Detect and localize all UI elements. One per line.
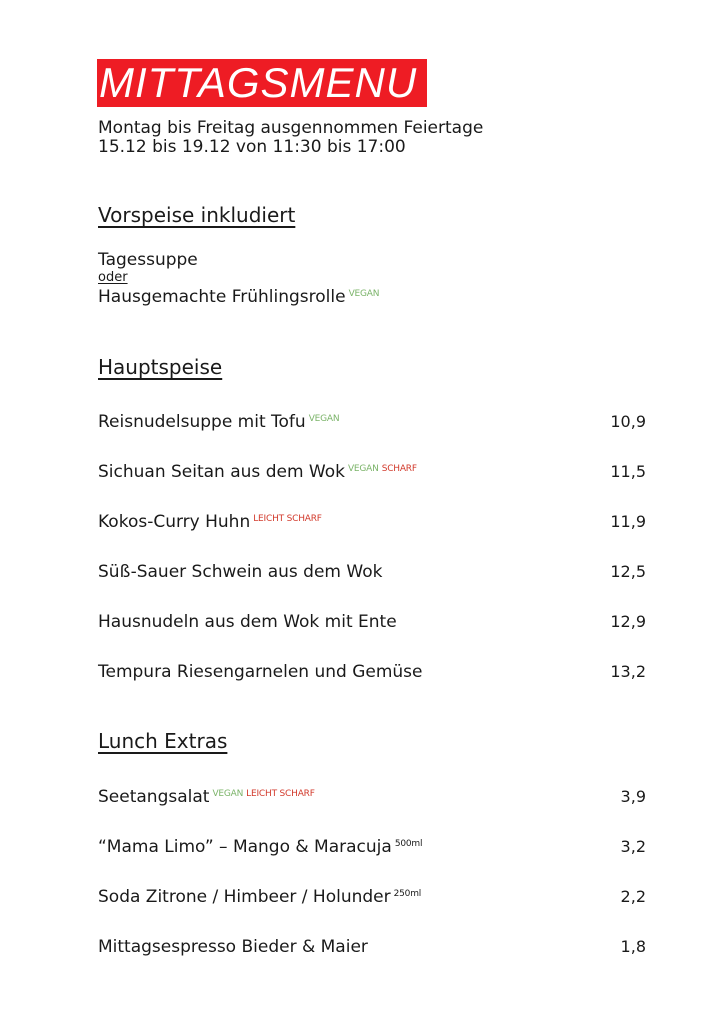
- menu-item: [98, 512, 322, 535]
- menu-item-price: 12,5: [610, 562, 646, 581]
- spicy-tag: SCHARF: [381, 464, 417, 474]
- extra-item-name: Soda Zitrone / Himbeer / Holunder: [98, 887, 391, 907]
- menu-item-name: Hausnudeln aus dem Wok mit Ente: [98, 612, 397, 632]
- menu-item-price: 11,5: [610, 462, 646, 481]
- vegan-tag: VEGAN: [308, 414, 340, 424]
- extra-item: [98, 937, 368, 957]
- menu-item-name: Sichuan Seitan aus dem Wok: [98, 462, 345, 482]
- extra-item-name: Mittagsespresso Bieder & Maier: [98, 937, 368, 957]
- extra-item-price: 1,8: [620, 937, 646, 956]
- subtitle-days: Montag bis Freitag ausgennommen Feiertage: [98, 118, 484, 138]
- extra-item: [98, 887, 421, 910]
- starter-item-springroll-name: Hausgemachte Frühlingsrolle: [98, 287, 346, 307]
- section-heading-starters: Vorspeise inkludiert: [98, 203, 296, 227]
- menu-title: MITTAGSMENU: [97, 59, 427, 107]
- menu-item-price: 13,2: [610, 662, 646, 681]
- menu-item: [98, 462, 417, 485]
- starter-or: oder: [98, 270, 128, 285]
- menu-item: [98, 612, 397, 632]
- extra-item: [98, 787, 315, 810]
- menu-item-name: Süß-Sauer Schwein aus dem Wok: [98, 562, 383, 582]
- extra-item-name: “Mama Limo” – Mango & Maracuja: [98, 837, 392, 857]
- volume-tag: 500ml: [394, 839, 423, 849]
- menu-item-price: 11,9: [610, 512, 646, 531]
- starter-item-soup: Tagessuppe: [98, 250, 198, 270]
- spicy-tag: LEICHT SCHARF: [246, 789, 315, 799]
- section-heading-extras: Lunch Extras: [98, 729, 228, 753]
- extra-item-price: 3,2: [620, 837, 646, 856]
- subtitle-dates: 15.12 bis 19.12 von 11:30 bis 17:00: [98, 137, 406, 157]
- volume-tag: 250ml: [393, 889, 422, 899]
- extra-item: [98, 837, 422, 860]
- menu-item-name: Tempura Riesengarnelen und Gemüse: [98, 662, 423, 682]
- extra-item-price: 3,9: [620, 787, 646, 806]
- menu-item: [98, 662, 423, 682]
- extra-item-price: 2,2: [620, 887, 646, 906]
- vegan-tag: VEGAN: [212, 789, 244, 799]
- menu-item: [98, 562, 382, 582]
- vegan-tag: VEGAN: [348, 289, 380, 299]
- menu-item-price: 10,9: [610, 412, 646, 431]
- menu-item-name: Reisnudelsuppe mit Tofu: [98, 412, 306, 432]
- menu-item-price: 12,9: [610, 612, 646, 631]
- vegan-tag: VEGAN: [347, 464, 379, 474]
- menu-item: [98, 412, 339, 435]
- section-heading-mains: Hauptspeise: [98, 355, 223, 379]
- spicy-tag: LEICHT SCHARF: [253, 514, 322, 524]
- starter-item-springroll: [98, 287, 379, 310]
- extra-item-name: Seetangsalat: [98, 787, 210, 807]
- menu-item-name: Kokos-Curry Huhn: [98, 512, 251, 532]
